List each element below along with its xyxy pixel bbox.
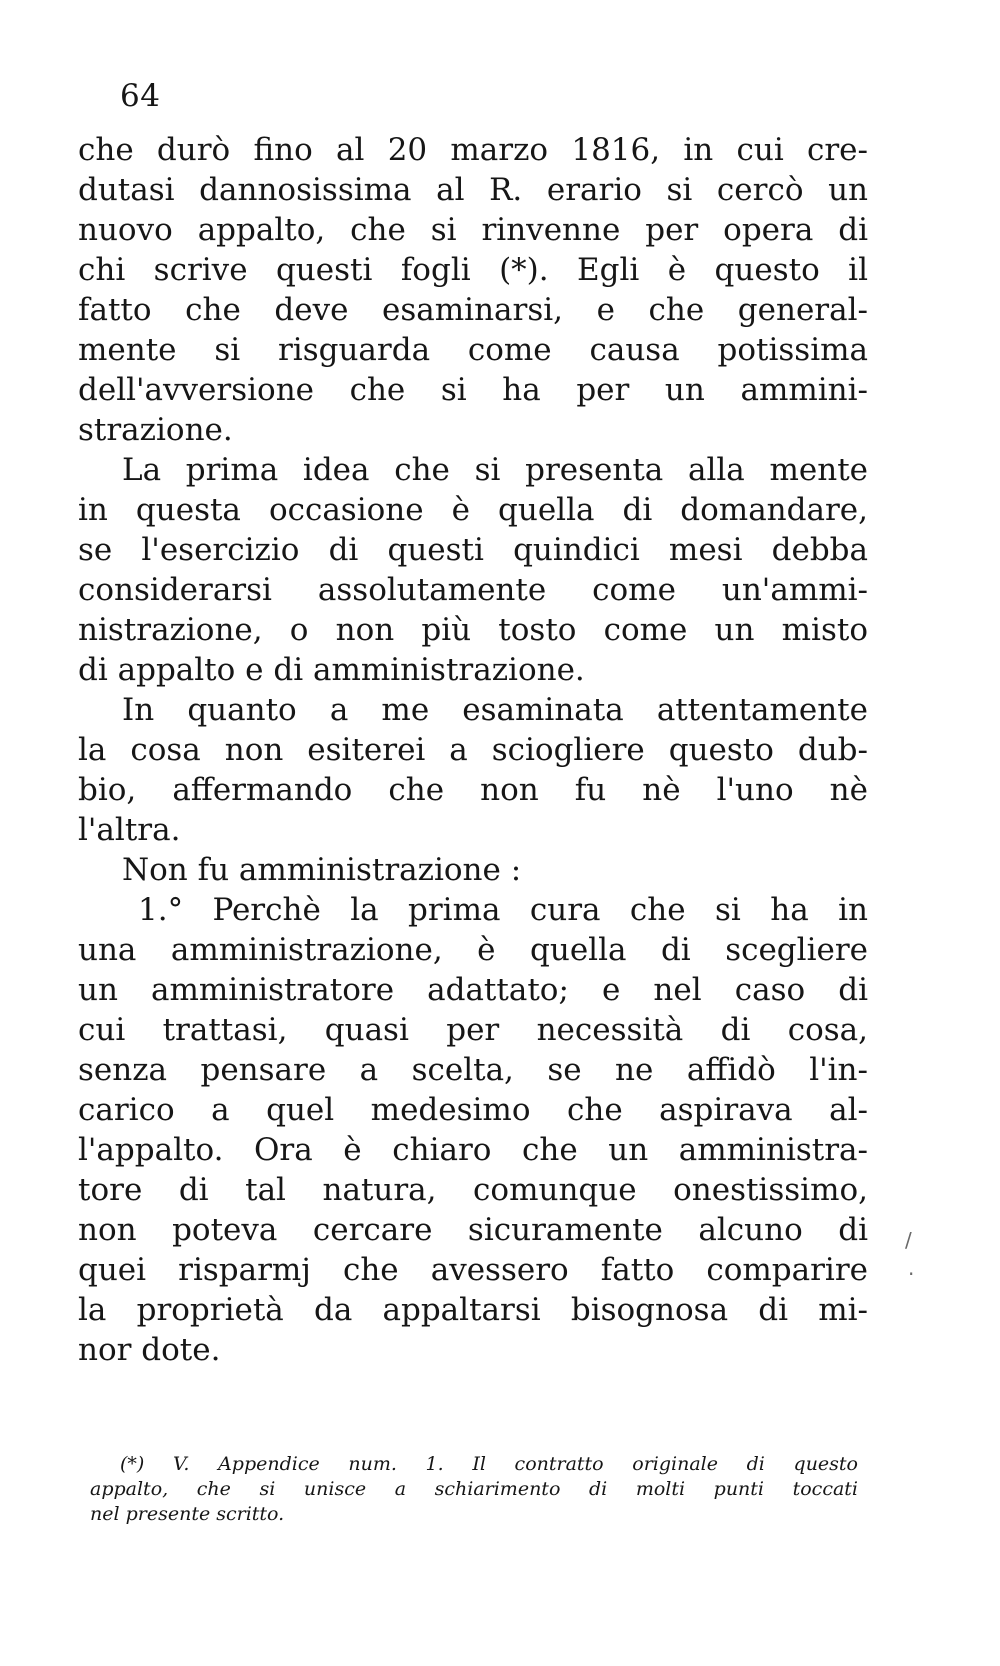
text-line: non poteva cercare sicuramente alcuno di	[78, 1212, 868, 1248]
footnote-line: nel presente scritto.	[90, 1503, 285, 1525]
margin-speck: /	[905, 1228, 912, 1252]
page-number: 64	[120, 78, 161, 114]
paragraph-start-line: 1.° Perchè la prima cura che si ha in	[138, 892, 868, 928]
text-line: la cosa non esiterei a sciogliere questo dub-	[78, 732, 868, 768]
paragraph-start-line: In quanto a me esaminata attentamente	[122, 692, 868, 728]
text-line: se l'esercizio di questi quindici mesi debba	[78, 532, 868, 568]
text-line: chi scrive questi fogli (*). Egli è questo il	[78, 252, 868, 288]
text-line: nistrazione, o non più tosto come un misto	[78, 612, 868, 648]
text-line: quei risparmj che avessero fatto comparire	[78, 1252, 868, 1288]
text-line: l'altra.	[78, 812, 181, 848]
text-line: cui trattasi, quasi per necessità di cosa,	[78, 1012, 868, 1048]
text-line: strazione.	[78, 412, 233, 448]
text-line: la proprietà da appaltarsi bisognosa di mi-	[78, 1292, 868, 1328]
text-line: bio, affermando che non fu nè l'uno nè	[78, 772, 868, 808]
text-line: considerarsi assolutamente come un'ammi-	[78, 572, 868, 608]
text-line: una amministrazione, è quella di scegliere	[78, 932, 868, 968]
footnote-line: (*) V. Appendice num. 1. Il contratto originale di questo	[120, 1453, 858, 1475]
footnote	[90, 1452, 858, 1527]
text-line: di appalto e di amministrazione.	[78, 652, 585, 688]
text-line: nuovo appalto, che si rinvenne per opera di	[78, 212, 868, 248]
text-line: dutasi dannosissima al R. erario si cercò un	[78, 172, 868, 208]
paragraph-start-line: La prima idea che si presenta alla mente	[122, 452, 868, 488]
footnote-line: appalto, che si unisce a schiarimento di molti punti toccati	[90, 1478, 858, 1500]
text-line: che durò fino al 20 marzo 1816, in cui cre-	[78, 132, 868, 168]
body-text	[78, 130, 868, 1370]
text-line: fatto che deve esaminarsi, e che general-	[78, 292, 868, 328]
margin-speck: ·	[908, 1262, 915, 1286]
section-heading-line: Non fu amministrazione :	[122, 852, 522, 888]
text-line: tore di tal natura, comunque onestissimo,	[78, 1172, 868, 1208]
text-line: l'appalto. Ora è chiaro che un amministra-	[78, 1132, 868, 1168]
text-line: senza pensare a scelta, se ne affidò l'in-	[78, 1052, 868, 1088]
text-line: in questa occasione è quella di domandare,	[78, 492, 868, 528]
text-line: carico a quel medesimo che aspirava al-	[78, 1092, 868, 1128]
text-line: dell'avversione che si ha per un ammini-	[78, 372, 868, 408]
text-line: un amministratore adattato; e nel caso di	[78, 972, 868, 1008]
text-line: nor dote.	[78, 1332, 221, 1368]
text-line: mente si risguarda come causa potissima	[78, 332, 868, 368]
